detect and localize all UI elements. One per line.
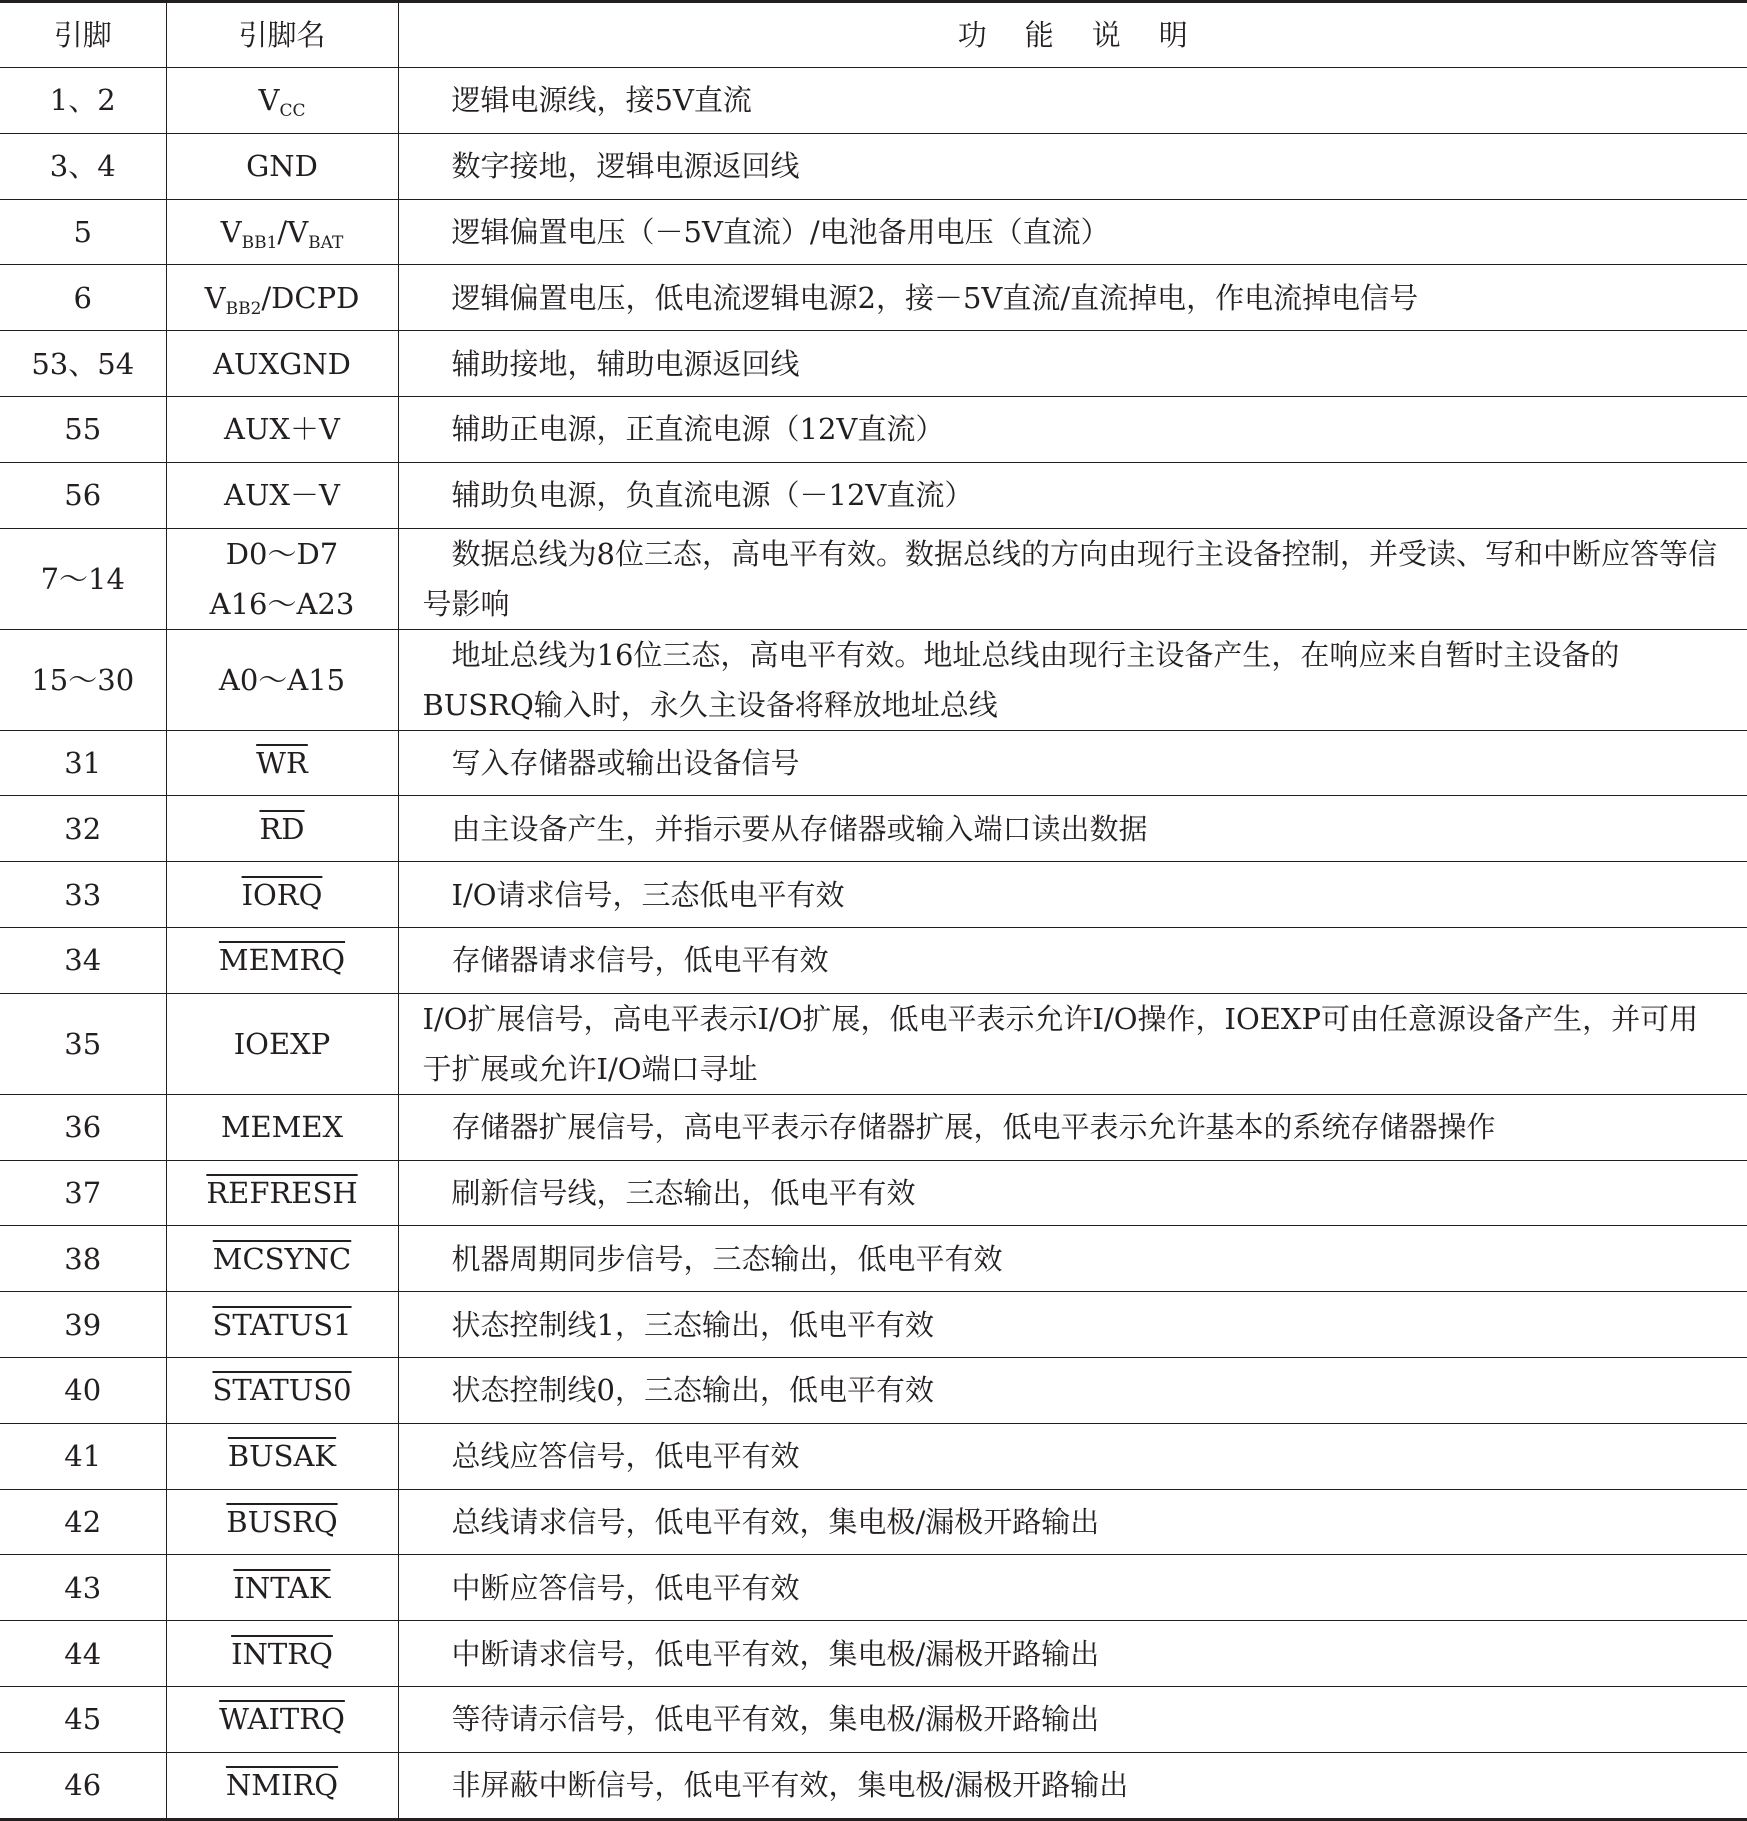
pin-function-desc [398,462,1747,528]
pin-number: 5 [0,199,166,265]
pin-name [166,993,398,1094]
table-row [0,927,1747,993]
pin-name-part: INTAK [233,1570,331,1605]
pin-function-desc [398,1226,1747,1292]
pin-function-desc [398,1357,1747,1423]
pin-function-desc [398,629,1747,730]
pin-number: 56 [0,462,166,528]
pin-function-text: I/O请求信号，三态低电平有效 [451,877,845,912]
pin-function-desc [398,796,1747,862]
pin-name-part: IORQ [241,877,323,912]
pin-number: 34 [0,927,166,993]
pin-number: 46 [0,1752,166,1819]
table-row [0,331,1747,397]
table-row [0,1555,1747,1621]
pin-name [166,1160,398,1226]
pin-function-desc [398,1686,1747,1752]
pin-function-text: 非屏蔽中断信号，低电平有效，集电极/漏极开路输出 [451,1768,1129,1803]
pin-number: 3、4 [0,133,166,199]
pin-name-part: $\overline{WR}$ [256,745,308,780]
pin-name [166,629,398,730]
table-row [0,796,1747,862]
pin-name-part: BUSRQ [226,1504,338,1539]
pin-name [166,1357,398,1423]
pin-name-part: NMIRQ [225,1768,339,1803]
pin-name [166,133,398,199]
pin-name-subscript: CC [279,101,306,122]
table-row [0,1752,1747,1819]
pin-name-part: $\overline{RD}$ [259,811,305,846]
pin-number: 7～14 [0,528,166,629]
pin-function-text: 中断请求信号，低电平有效，集电极/漏极开路输出 [451,1636,1100,1671]
pin-name [166,199,398,265]
pin-number: 39 [0,1292,166,1358]
pin-function-desc [398,68,1747,134]
table-row [0,1160,1747,1226]
pin-number: 43 [0,1555,166,1621]
pin-name-part: INTRQ [231,1636,333,1671]
pin-name-part: /V [277,214,309,249]
pin-number: 41 [0,1423,166,1489]
pin-function-text: 逻辑偏置电压，低电流逻辑电源2，接－5V直流/直流掉电，作电流掉电信号 [451,280,1419,315]
pin-function-desc [398,1752,1747,1819]
pin-function-text: 状态控制线1，三态输出，低电平有效 [451,1307,934,1342]
pin-name-part: /DCPD [261,280,360,315]
table-row [0,462,1747,528]
pin-function-text: 中断应答信号，低电平有效 [451,1570,800,1605]
pin-number: 33 [0,862,166,928]
pin-name [166,1686,398,1752]
pin-name-subscript: BB1 [241,232,278,253]
pin-number: 42 [0,1489,166,1555]
pin-function-desc [398,1094,1747,1160]
table-row [0,1357,1747,1423]
pin-name-part: GND [246,149,318,184]
pin-number: 53、54 [0,331,166,397]
pin-function-desc [398,396,1747,462]
pin-name [166,1555,398,1621]
pin-name [166,528,398,629]
table-row [0,265,1747,331]
pin-function-text: 写入存储器或输出设备信号 [451,745,800,780]
pin-name-part: REFRESH [206,1175,358,1210]
pin-function-desc [398,1292,1747,1358]
pin-number: 44 [0,1621,166,1687]
pin-function-desc [398,1621,1747,1687]
pin-function-text: 总线应答信号，低电平有效 [451,1439,800,1474]
pin-name [166,730,398,796]
pin-name [166,331,398,397]
pin-number: 15～30 [0,629,166,730]
table-row [0,629,1747,730]
pin-name-part: BUSAK [227,1439,337,1474]
pin-function-desc [398,730,1747,796]
table-row [0,396,1747,462]
pin-function-text: 状态控制线0，三态输出，低电平有效 [451,1373,934,1408]
pin-function-text: 辅助接地，辅助电源返回线 [451,346,800,381]
table-row [0,1423,1747,1489]
pin-name-subscript: BB2 [225,298,262,319]
pin-name-part: STATUS1 [212,1307,352,1342]
pin-name [166,862,398,928]
pin-function-desc [398,199,1747,265]
table-body [0,68,1747,1820]
pin-name [166,462,398,528]
pin-function-desc [398,1423,1747,1489]
pin-number: 1、2 [0,68,166,134]
pin-function-desc [398,133,1747,199]
pin-function-desc [398,862,1747,928]
table-row [0,68,1747,134]
table-row [0,1094,1747,1160]
pin-name [166,1489,398,1555]
pin-function-text: 数据总线为8位三态，高电平有效。数据总线的方向由现行主设备控制，并受读、写和中断应答等信号影响 [422,536,1717,621]
pin-name-part: MCSYNC [212,1241,352,1276]
pin-number: 36 [0,1094,166,1160]
pin-name [166,1094,398,1160]
pin-name [166,265,398,331]
pin-function-desc [398,1160,1747,1226]
pin-name [166,1621,398,1687]
pin-name-part: V [220,214,242,249]
pin-function-text: 逻辑电源线，接5V直流 [451,83,752,118]
pin-name-part: AUX－V [224,478,340,513]
pin-number: 40 [0,1357,166,1423]
pin-function-text: 存储器请求信号，低电平有效 [451,943,829,978]
pin-function-text: 数字接地，逻辑电源返回线 [451,149,800,184]
pin-name [166,796,398,862]
pin-function-desc [398,993,1747,1094]
pin-function-text: 等待请示信号，低电平有效，集电极/漏极开路输出 [451,1702,1100,1737]
pin-name-part: V [258,83,280,118]
header-function: 功能说明 [398,2,1747,68]
pin-name [166,927,398,993]
pin-name-part: STATUS0 [212,1373,352,1408]
pin-function-text: 辅助负电源，负直流电源（－12V直流） [451,478,974,513]
header-pin: 引脚 [0,2,166,68]
pin-name [166,68,398,134]
pin-name-part: MEMEX [220,1110,344,1145]
pin-function-text: 由主设备产生，并指示要从存储器或输入端口读出数据 [451,811,1148,846]
pin-function-text: 辅助正电源，正直流电源（12V直流） [451,412,945,447]
pin-number: 38 [0,1226,166,1292]
table-row [0,528,1747,629]
pin-name-part: AUXGND [213,346,351,381]
pin-function-desc [398,331,1747,397]
pin-name-part: A0～A15 [218,662,346,697]
pin-number: 45 [0,1686,166,1752]
pin-function-desc [398,265,1747,331]
pin-function-text: I/O扩展信号，高电平表示I/O扩展，低电平表示允许I/O操作，IOEXP可由任意源设备产生，并可用于扩展或允许I/O端口寻址 [422,1001,1699,1086]
pin-number: 35 [0,993,166,1094]
pin-name-line: D0～D7 [225,536,339,571]
table-row [0,993,1747,1094]
pin-function-text: 机器周期同步信号，三态输出，低电平有效 [451,1241,1003,1276]
pin-name [166,1752,398,1819]
table-row [0,1686,1747,1752]
header-pin-name: 引脚名 [166,2,398,68]
pin-function-text: 存储器扩展信号，高电平表示存储器扩展，低电平表示允许基本的系统存储器操作 [451,1110,1496,1145]
pin-function-desc [398,528,1747,629]
pin-function-text: 地址总线为16位三态，高电平有效。地址总线由现行主设备产生，在响应来自暂时主设备的BUSRQ输入时，永久主设备将释放地址总线 [422,637,1620,722]
table-header-row [0,2,1747,68]
table-row [0,730,1747,796]
pin-name-part: V [204,280,226,315]
pin-function-text: 总线请求信号，低电平有效，集电极/漏极开路输出 [451,1504,1100,1539]
pin-number: 32 [0,796,166,862]
table-row [0,1226,1747,1292]
pin-name-subscript: BAT [308,232,344,253]
pin-function-desc [398,1555,1747,1621]
pin-name [166,1423,398,1489]
pin-function-desc [398,927,1747,993]
pin-number: 6 [0,265,166,331]
table-row [0,1489,1747,1555]
pin-name-part: AUX＋V [224,412,340,447]
pin-number: 37 [0,1160,166,1226]
pin-function-text: 逻辑偏置电压（－5V直流）/电池备用电压（直流） [451,214,1110,249]
pin-name-line: A16～A23 [209,586,355,621]
table-row [0,1292,1747,1358]
pin-name-part: IOEXP [233,1026,331,1061]
pin-number: 31 [0,730,166,796]
pin-name-part: WAITRQ [219,1702,345,1737]
pin-name [166,1292,398,1358]
pin-function-text: 刷新信号线，三态输出，低电平有效 [451,1175,916,1210]
pin-name [166,396,398,462]
pin-number: 55 [0,396,166,462]
table-row [0,133,1747,199]
table-row [0,862,1747,928]
pin-name-part: MEMRQ [218,943,346,978]
table-row [0,1621,1747,1687]
pin-name [166,1226,398,1292]
table-row [0,199,1747,265]
pin-function-desc [398,1489,1747,1555]
